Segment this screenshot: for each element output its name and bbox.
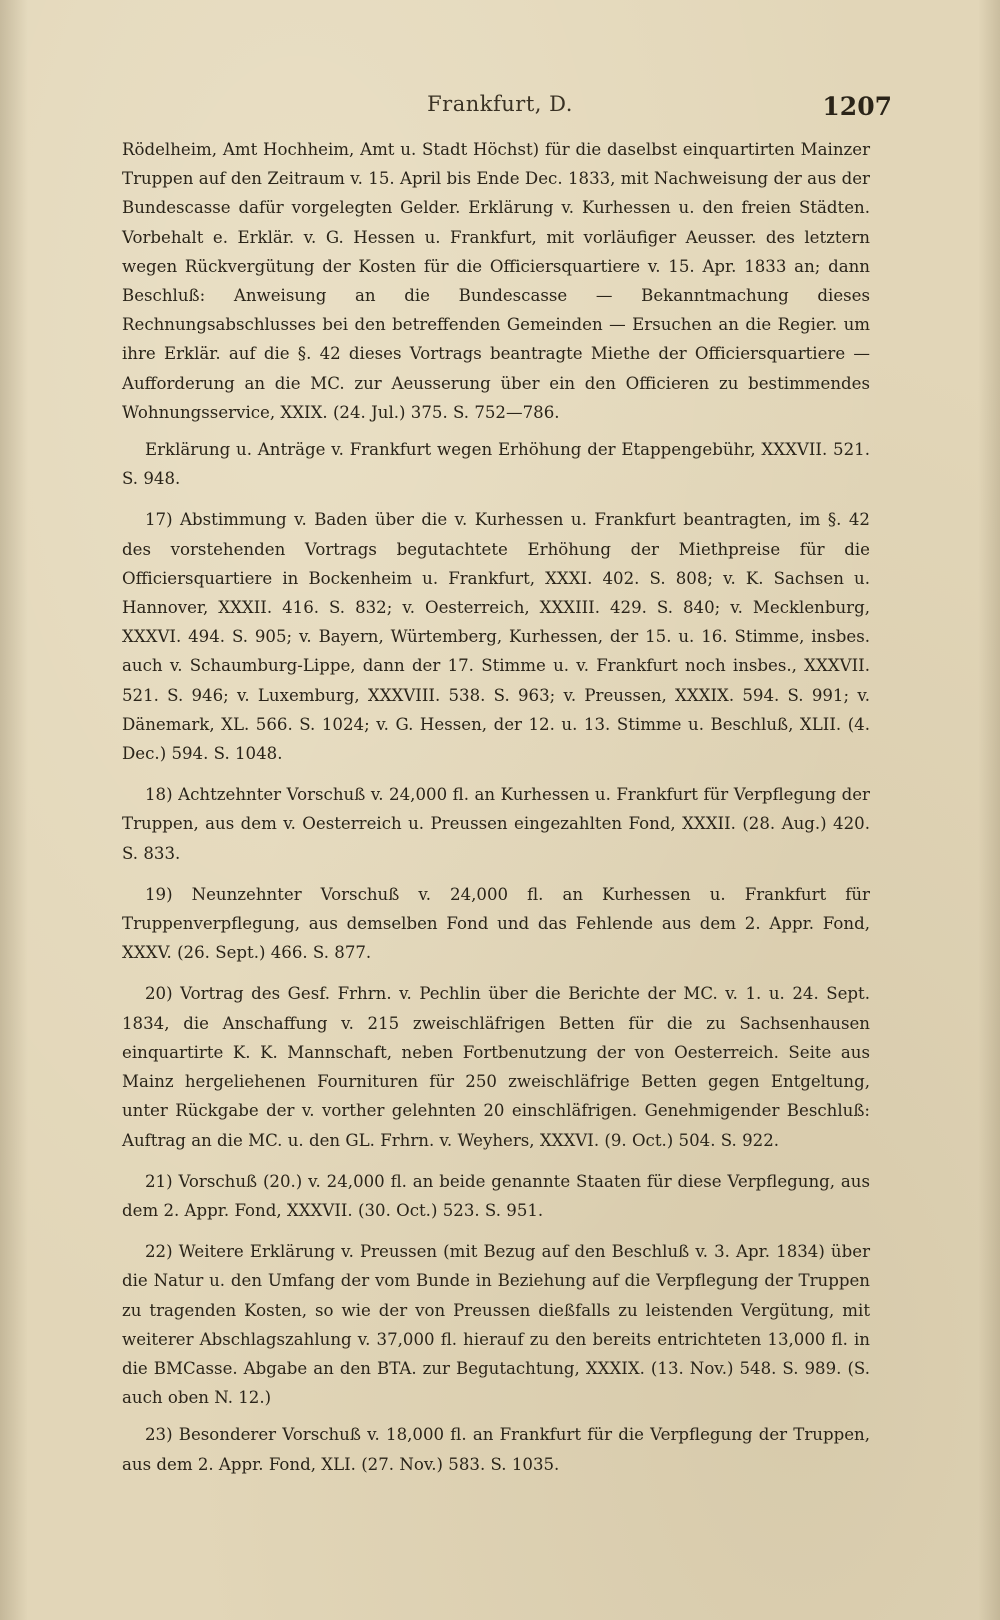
- paragraph-entry-23: 23) Besonderer Vorschuß v. 18,000 fl. an Frankfurt für die Verpflegung der Truppen, aus dem 2. Appr. Fond, XLI. (27. Nov.) 583. S. 1035.: [122, 1425, 870, 1474]
- paragraph-entry-19: 19) Neunzehnter Vorschuß v. 24,000 fl. an Kurhessen u. Frankfurt für Truppenverpflegung, aus demselben Fond und das Fehlende aus dem 2. Appr. Fond, XXXV. (26. Sept.) 466. S. 877.: [122, 884, 870, 963]
- page-number: 1207: [822, 92, 892, 121]
- paragraph-frankfurt-etappengebuehr: Erklärung u. Anträge v. Frankfurt wegen Erhöhung der Etappengebühr, XXXVII. 521. S. 948.: [122, 440, 870, 489]
- paragraph-entry-17: 17) Abstimmung v. Baden über die v. Kurhessen u. Frankfurt beantragten, im §. 42 des vorstehenden Vortrags begutachtete Erhöhung der Miethpreise für die Officiersquartiere in Bockenheim u. Frankfurt, XXXI. 402. S. 808; v. K. Sachsen u. Hannover, XXXII. 416. S. 832; v. Oesterreich, XXXIII. 429. S. 840; v. Mecklenburg, XXXVI. 494. S. 905; v. Bayern, Würtemberg, Kurhessen, der 15. u. 16. Stimme, insbes. auch v. Schaumburg-Lippe, dann der 17. Stimme u. v. Frankfurt noch insbes., XXXVII. 521. S. 946; v. Luxemburg, XXXVIII. 538. S. 963; v. Preussen, XXXIX. 594. S. 991; v. Dänemark, XL. 566. S. 1024; v. G. Hessen, der 12. u. 13. Stimme u. Beschluß, XLII. (4. Dec.) 594. S. 1048.: [122, 510, 870, 764]
- index-text-body: [122, 135, 870, 1487]
- paragraph-entry-22: 22) Weitere Erklärung v. Preussen (mit Bezug auf den Beschluß v. 3. Apr. 1834) über die Natur u. den Umfang der vom Bunde in Beziehung auf die Verpflegung der Truppen zu tragenden Kosten, so wie der von Preussen dießfalls zu leistenden Vergütung, mit weiterer Abschlagszahlung v. 37,000 fl. hierauf zu den bereits entrichteten 13,000 fl. in die BMCasse. Abgabe an den BTA. zur Begutachtung, XXXIX. (13. Nov.) 548. S. 989. (S. auch oben N. 12.): [122, 1242, 870, 1408]
- paragraph-entry-18: 18) Achtzehnter Vorschuß v. 24,000 fl. an Kurhessen u. Frankfurt für Verpflegung der Truppen, aus dem v. Oesterreich u. Preussen eingezahlten Fond, XXXII. (28. Aug.) 420. S. 833.: [122, 785, 870, 863]
- paragraph-entry-20: 20) Vortrag des Gesf. Frhrn. v. Pechlin über die Berichte der MC. v. 1. u. 24. Sept. 1834, die Anschaffung v. 215 zweischläfrigen Betten für die zu Sachsenhausen einquartirte K. K. Mannschaft, neben Fortbenutzung der von Oesterreich. Seite aus Mainz hergeliehenen Fournituren für 250 zweischläfrige Betten gegen Entgeltung, unter Rückgabe der v. vorther gelehnten 20 einschläfrigen. Genehmigender Beschluß: Auftrag an die MC. u. den GL. Frhrn. v. Weyhers, XXXVI. (9. Oct.) 504. S. 922.: [122, 984, 870, 1150]
- paragraph-continuation: Rödelheim, Amt Hochheim, Amt u. Stadt Höchst) für die daselbst einquartirten Mainzer Truppen auf den Zeitraum v. 15. April bis Ende Dec. 1833, mit Nachweisung der aus der Bundescasse dafür vorgelegten Gelder. Erklärung v. Kurhessen u. den freien Städten. Vorbehalt e. Erklär. v. G. Hessen u. Frankfurt, mit vorläufiger Aeusser. des letztern wegen Rückvergütung der Kosten für die Officiersquartiere v. 15. Apr. 1833 an; dann Beschluß: Anweisung an die Bundescasse — Bekanntmachung dieses Rechnungsabschlusses bei den betreffenden Gemeinden — Ersuchen an die Regier. um ihre Erklär. auf die §. 42 dieses Vortrags beantragte Miethe der Officiersquartiere — Aufforderung an die MC. zur Aeusserung über ein den Officieren zu bestimmendes Wohnungsservice, XXIX. (24. Jul.) 375. S. 752—786.: [122, 140, 870, 422]
- page-header: [110, 92, 890, 128]
- paragraph-entry-21: 21) Vorschuß (20.) v. 24,000 fl. an beide genannte Staaten für diese Verpflegung, aus dem 2. Appr. Fond, XXXVII. (30. Oct.) 523. S. 951.: [122, 1171, 870, 1220]
- running-head: Frankfurt, D.: [427, 92, 573, 116]
